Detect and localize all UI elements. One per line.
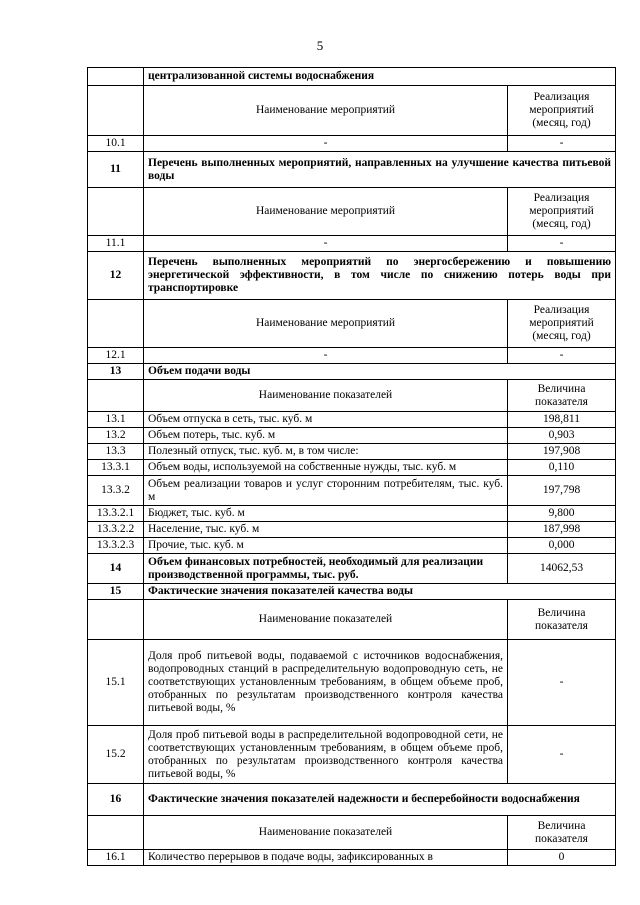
column-header-name: Наименование показателей bbox=[144, 816, 508, 850]
column-header-name: Наименование показателей bbox=[144, 600, 508, 640]
row-label: Объем финансовых потребностей, необходимый для реализации производственной программы, тыс. руб. bbox=[144, 554, 508, 584]
row-label: Прочие, тыс. куб. м bbox=[144, 538, 508, 554]
row-label: Объем воды, используемой на собственные нужды, тыс. куб. м bbox=[144, 460, 508, 476]
row-value: 14062,53 bbox=[508, 554, 616, 584]
column-header-row bbox=[88, 86, 616, 136]
column-header-name: Наименование показателей bbox=[144, 380, 508, 412]
row-value: - bbox=[508, 726, 616, 784]
report-table-body bbox=[88, 68, 616, 866]
row-label: - bbox=[144, 348, 508, 364]
row-number: 13.3.2.1 bbox=[88, 506, 144, 522]
section-title: Перечень выполненных мероприятий, направленных на улучшение качества питьевой воды bbox=[144, 152, 616, 188]
row-number: 13.2 bbox=[88, 428, 144, 444]
column-header-name: Наименование мероприятий bbox=[144, 188, 508, 236]
table-row bbox=[88, 428, 616, 444]
column-header-value: Величина показателя bbox=[508, 600, 616, 640]
empty-cell bbox=[88, 188, 144, 236]
table-row bbox=[88, 538, 616, 554]
table-row bbox=[88, 640, 616, 726]
section-title: Объем подачи воды bbox=[144, 364, 616, 380]
row-number: 10.1 bbox=[88, 136, 144, 152]
row-label: Количество перерывов в подаче воды, зафиксированных в bbox=[144, 850, 508, 866]
row-value: 187,998 bbox=[508, 522, 616, 538]
table-row bbox=[88, 236, 616, 252]
table-row bbox=[88, 850, 616, 866]
empty-cell bbox=[88, 600, 144, 640]
section-row bbox=[88, 152, 616, 188]
row-label: Полезный отпуск, тыс. куб. м, в том числе: bbox=[144, 444, 508, 460]
column-header-row bbox=[88, 380, 616, 412]
section-row bbox=[88, 252, 616, 300]
column-header-value: Величина показателя bbox=[508, 380, 616, 412]
table-row bbox=[88, 348, 616, 364]
section-title: Фактические значения показателей надежности и бесперебойности водоснабжения bbox=[144, 784, 616, 816]
row-value: 0 bbox=[508, 850, 616, 866]
table-row bbox=[88, 460, 616, 476]
empty-cell bbox=[88, 300, 144, 348]
row-label: Объем реализации товаров и услуг сторонним потребителям, тыс. куб. м bbox=[144, 476, 508, 506]
row-number: 12.1 bbox=[88, 348, 144, 364]
row-value: 0,000 bbox=[508, 538, 616, 554]
row-number: 13.3.2 bbox=[88, 476, 144, 506]
empty-cell bbox=[88, 816, 144, 850]
column-header-row bbox=[88, 188, 616, 236]
table-row bbox=[88, 522, 616, 538]
row-label: Доля проб питьевой воды, подаваемой с источников водоснабжения, водопроводных станций в распределительную водопроводную сеть, не соответствующих установленным требованиям, в общем объеме проб, отобранных по результатам производственного контроля качества питьевой воды, % bbox=[144, 640, 508, 726]
row-number: 16.1 bbox=[88, 850, 144, 866]
table-row bbox=[88, 726, 616, 784]
row-number: 15.2 bbox=[88, 726, 144, 784]
row-value: 198,811 bbox=[508, 412, 616, 428]
row-label: Объем отпуска в сеть, тыс. куб. м bbox=[144, 412, 508, 428]
column-header-value: Реализация мероприятий (месяц, год) bbox=[508, 86, 616, 136]
row-label: Объем потерь, тыс. куб. м bbox=[144, 428, 508, 444]
table-row bbox=[88, 554, 616, 584]
section-number: 13 bbox=[88, 364, 144, 380]
row-number: 15.1 bbox=[88, 640, 144, 726]
section-number: 15 bbox=[88, 584, 144, 600]
row-label: Население, тыс. куб. м bbox=[144, 522, 508, 538]
section-number: 16 bbox=[88, 784, 144, 816]
column-header-value: Реализация мероприятий (месяц, год) bbox=[508, 300, 616, 348]
section-number: 12 bbox=[88, 252, 144, 300]
empty-cell bbox=[88, 86, 144, 136]
column-header-name: Наименование мероприятий bbox=[144, 300, 508, 348]
table-row bbox=[88, 476, 616, 506]
table-row bbox=[88, 136, 616, 152]
column-header-row bbox=[88, 816, 616, 850]
row-value: 197,798 bbox=[508, 476, 616, 506]
row-number: 14 bbox=[88, 554, 144, 584]
row-value: - bbox=[508, 348, 616, 364]
row-label: Бюджет, тыс. куб. м bbox=[144, 506, 508, 522]
report-table bbox=[87, 67, 616, 866]
section-row bbox=[88, 784, 616, 816]
section-row bbox=[88, 364, 616, 380]
row-value: - bbox=[508, 640, 616, 726]
column-header-name: Наименование мероприятий bbox=[144, 86, 508, 136]
row-number: 13.3.2.2 bbox=[88, 522, 144, 538]
row-value: - bbox=[508, 136, 616, 152]
row-value: 0,903 bbox=[508, 428, 616, 444]
column-header-row bbox=[88, 600, 616, 640]
row-value: - bbox=[508, 236, 616, 252]
section-row bbox=[88, 68, 616, 86]
section-title: Фактические значения показателей качества воды bbox=[144, 584, 616, 600]
row-label: - bbox=[144, 236, 508, 252]
row-number: 13.1 bbox=[88, 412, 144, 428]
column-header-row bbox=[88, 300, 616, 348]
column-header-value: Реализация мероприятий (месяц, год) bbox=[508, 188, 616, 236]
row-label: - bbox=[144, 136, 508, 152]
row-number: 13.3 bbox=[88, 444, 144, 460]
table-row bbox=[88, 506, 616, 522]
row-number: 13.3.1 bbox=[88, 460, 144, 476]
row-value: 197,908 bbox=[508, 444, 616, 460]
table-row bbox=[88, 412, 616, 428]
page-number: 5 bbox=[316, 38, 324, 53]
empty-cell bbox=[88, 380, 144, 412]
section-number bbox=[88, 68, 144, 86]
row-label: Доля проб питьевой воды в распределительной водопроводной сети, не соответствующих установленным требованиям, в общем объеме проб, отобранных по результатам производственного контроля качества питьевой воды, % bbox=[144, 726, 508, 784]
row-value: 9,800 bbox=[508, 506, 616, 522]
section-number: 11 bbox=[88, 152, 144, 188]
row-number: 11.1 bbox=[88, 236, 144, 252]
table-row bbox=[88, 444, 616, 460]
column-header-value: Величина показателя bbox=[508, 816, 616, 850]
section-row bbox=[88, 584, 616, 600]
row-value: 0,110 bbox=[508, 460, 616, 476]
section-title: Перечень выполненных мероприятий по энергосбережению и повышению энергетической эффективности, в том числе по снижению потерь воды при транспортировке bbox=[144, 252, 616, 300]
section-title: централизованной системы водоснабжения bbox=[144, 68, 616, 86]
row-number: 13.3.2.3 bbox=[88, 538, 144, 554]
